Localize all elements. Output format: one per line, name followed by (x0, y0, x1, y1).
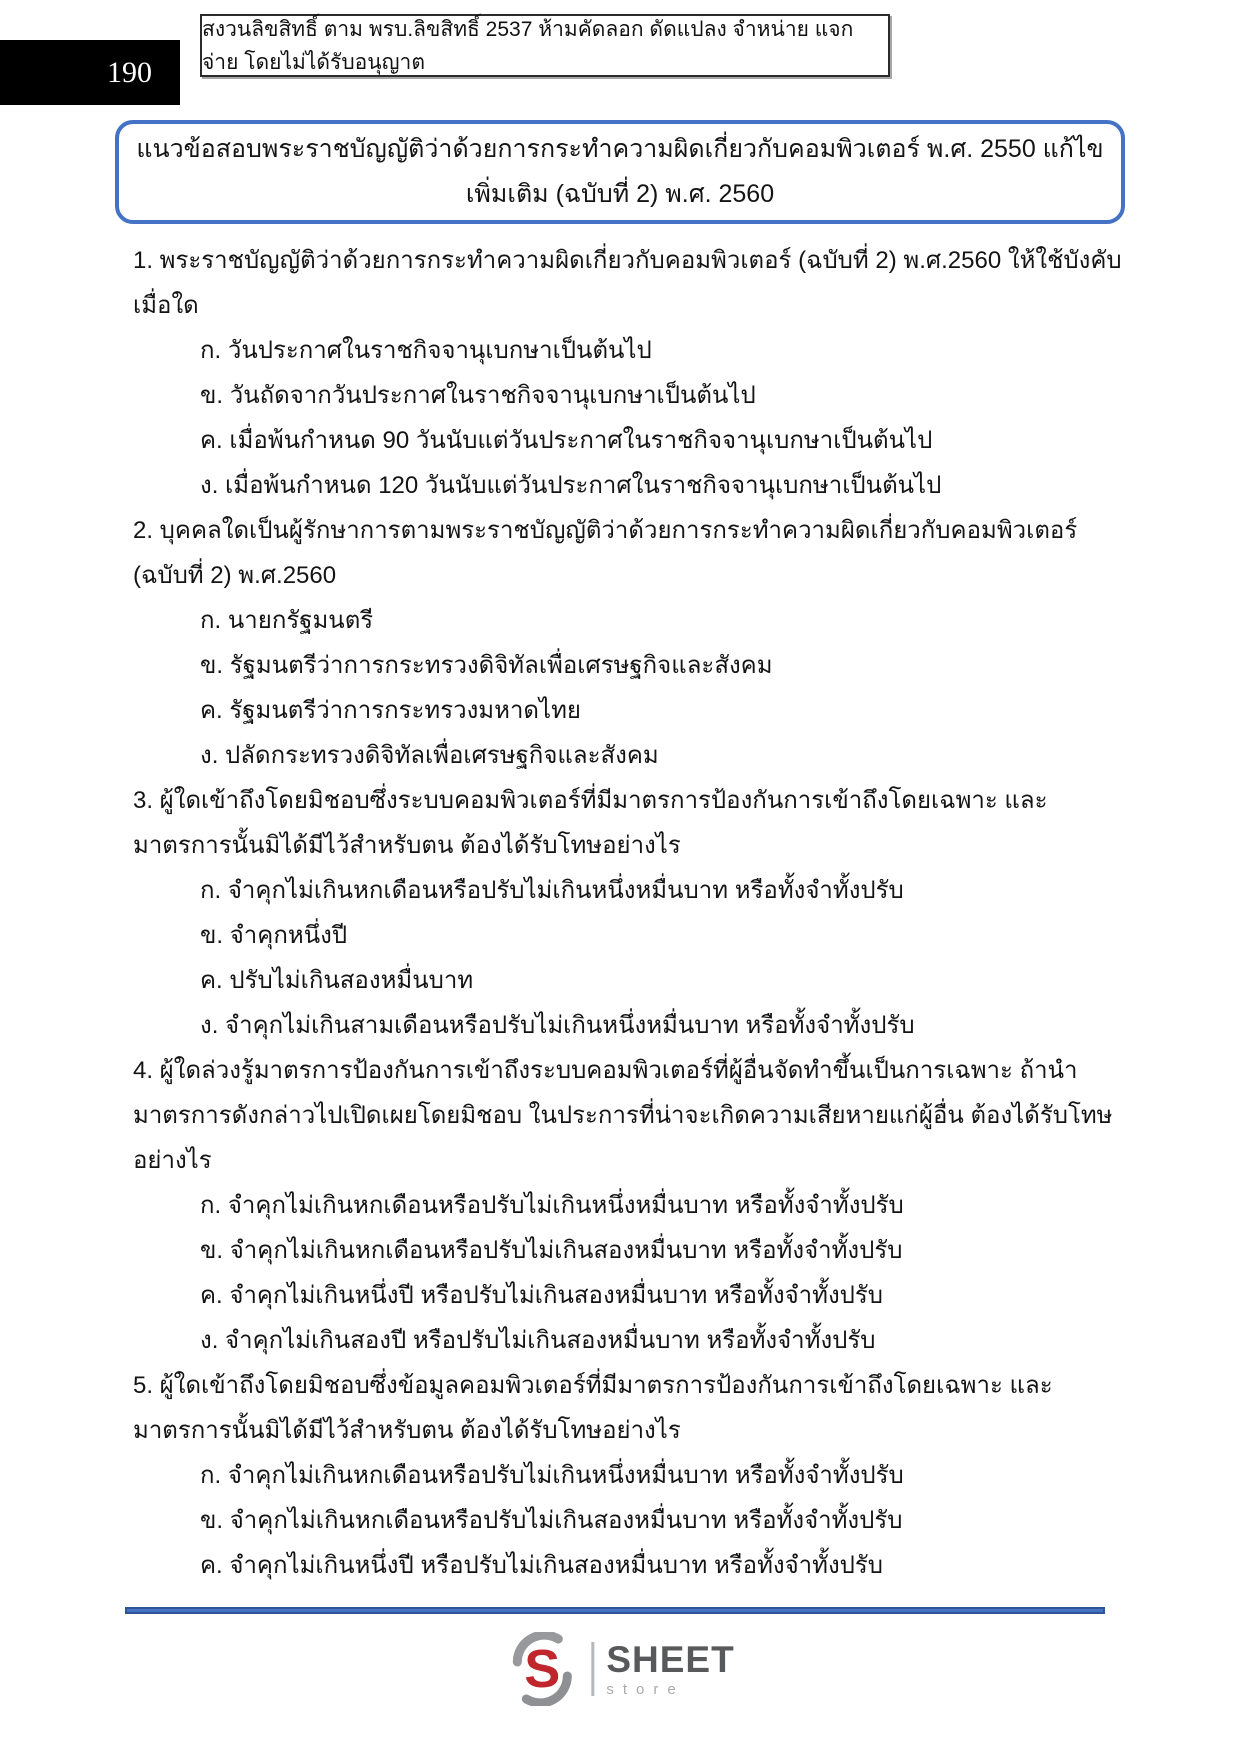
question-text: 1. พระราชบัญญัติว่าด้วยการกระทำความผิดเกี่ยวกับคอมพิวเตอร์ (ฉบับที่ 2) พ.ศ.2560 ให้ใช้บังคับเมื่อใด (133, 247, 1122, 319)
sheet-store-logo (505, 1632, 734, 1706)
choice-option: ข. จำคุกไม่เกินหกเดือนหรือปรับไม่เกินสองหมื่นบาท หรือทั้งจำทั้งปรับ (200, 1237, 903, 1264)
page-number-badge (0, 40, 180, 105)
choice-option: ก. จำคุกไม่เกินหกเดือนหรือปรับไม่เกินหนึ่งหมื่นบาท หรือทั้งจำทั้งปรับ (200, 1192, 904, 1219)
logo-divider (591, 1642, 594, 1696)
question-2 (133, 508, 1125, 778)
choice-option: ข. จำคุกหนึ่งปี (200, 922, 348, 949)
question-text: 2. บุคคลใดเป็นผู้รักษาการตามพระราชบัญญัติว่าด้วยการกระทำความผิดเกี่ยวกับคอมพิวเตอร์ (ฉบับที่ 2) พ.ศ.2560 (133, 517, 1078, 589)
sheet-store-logo-icon (505, 1632, 579, 1706)
question-3 (133, 778, 1125, 1048)
copyright-notice-text: สงวนลิขสิทธิ์ ตาม พรบ.ลิขสิทธิ์ 2537 ห้ามคัดลอก ดัดแปลง จำหน่าย แจกจ่าย โดยไม่ได้รับอนุญาต (202, 17, 854, 74)
choice-option: ข. รัฐมนตรีว่าการกระทรวงดิจิทัลเพื่อเศรษฐกิจและสังคม (200, 652, 773, 679)
choice-option: ง. จำคุกไม่เกินสองปี หรือปรับไม่เกินสองหมื่นบาท หรือทั้งจำทั้งปรับ (200, 1327, 876, 1354)
choice-option: ก. วันประกาศในราชกิจจานุเบกษาเป็นต้นไป (200, 337, 652, 364)
question-5 (133, 1363, 1125, 1588)
exam-title-box (115, 120, 1125, 224)
choice-option: ค. ปรับไม่เกินสองหมื่นบาท (200, 967, 474, 994)
choice-option: ง. จำคุกไม่เกินสามเดือนหรือปรับไม่เกินหนึ่งหมื่นบาท หรือทั้งจำทั้งปรับ (200, 1012, 915, 1039)
question-text: 5. ผู้ใดเข้าถึงโดยมิชอบซึ่งข้อมูลคอมพิวเตอร์ที่มีมาตรการป้องกันการเข้าถึงโดยเฉพาะ และมาตรการนั้นมิได้มีไว้สำหรับตน ต้องได้รับโทษอย่างไร (133, 1372, 1053, 1444)
choice-option: ค. จำคุกไม่เกินหนึ่งปี หรือปรับไม่เกินสองหมื่นบาท หรือทั้งจำทั้งปรับ (200, 1552, 884, 1579)
question-4 (133, 1048, 1125, 1363)
choice-option: ก. จำคุกไม่เกินหกเดือนหรือปรับไม่เกินหนึ่งหมื่นบาท หรือทั้งจำทั้งปรับ (200, 1462, 904, 1489)
choice-option: ค. เมื่อพ้นกำหนด 90 วันนับแต่วันประกาศในราชกิจจานุเบกษาเป็นต้นไป (200, 427, 933, 454)
svg-text:S: S (524, 1639, 561, 1699)
choice-option: ข. วันถัดจากวันประกาศในราชกิจจานุเบกษาเป็นต้นไป (200, 382, 756, 409)
choice-option: ง. เมื่อพ้นกำหนด 120 วันนับแต่วันประกาศในราชกิจจานุเบกษาเป็นต้นไป (200, 472, 942, 499)
brand-name: SHEET (606, 1639, 735, 1680)
choice-option: ง. ปลัดกระทรวงดิจิทัลเพื่อเศรษฐกิจและสังคม (200, 742, 659, 769)
choice-option: ข. จำคุกไม่เกินหกเดือนหรือปรับไม่เกินสองหมื่นบาท หรือทั้งจำทั้งปรับ (200, 1507, 903, 1534)
exam-title-line1: แนวข้อสอบพระราชบัญญัติว่าด้วยการกระทำความผิดเกี่ยวกับคอมพิวเตอร์ พ.ศ. 2550 แก้ไข (136, 135, 1104, 163)
choice-option: ค. รัฐมนตรีว่าการกระทรวงมหาดไทย (200, 697, 581, 724)
choice-option: ก. นายกรัฐมนตรี (200, 607, 374, 634)
brand-subtitle: store (606, 1681, 685, 1698)
choice-option: ก. จำคุกไม่เกินหกเดือนหรือปรับไม่เกินหนึ่งหมื่นบาท หรือทั้งจำทั้งปรับ (200, 877, 904, 904)
question-text: 4. ผู้ใดล่วงรู้มาตรการป้องกันการเข้าถึงระบบคอมพิวเตอร์ที่ผู้อื่นจัดทำขึ้นเป็นการเฉพาะ ถ้านำมาตรการดังกล่าวไปเปิดเผยโดยมิชอบ ในประการที่น่าจะเกิดความเสียหายแก่ผู้อื่น ต้องได้รับโทษอย่างไร (133, 1057, 1113, 1174)
exam-title-line2: เพิ่มเติม (ฉบับที่ 2) พ.ศ. 2560 (465, 180, 775, 208)
copyright-notice-box (200, 14, 890, 77)
question-1 (133, 238, 1125, 508)
questions-list (133, 238, 1125, 1588)
footer-divider-bar (125, 1607, 1105, 1614)
logo-wordmark (606, 1641, 734, 1697)
page-number: 190 (107, 55, 152, 89)
choice-option: ค. จำคุกไม่เกินหนึ่งปี หรือปรับไม่เกินสองหมื่นบาท หรือทั้งจำทั้งปรับ (200, 1282, 884, 1309)
question-text: 3. ผู้ใดเข้าถึงโดยมิชอบซึ่งระบบคอมพิวเตอร์ที่มีมาตรการป้องกันการเข้าถึงโดยเฉพาะ และมาตรการนั้นมิได้มีไว้สำหรับตน ต้องได้รับโทษอย่างไร (133, 787, 1048, 859)
